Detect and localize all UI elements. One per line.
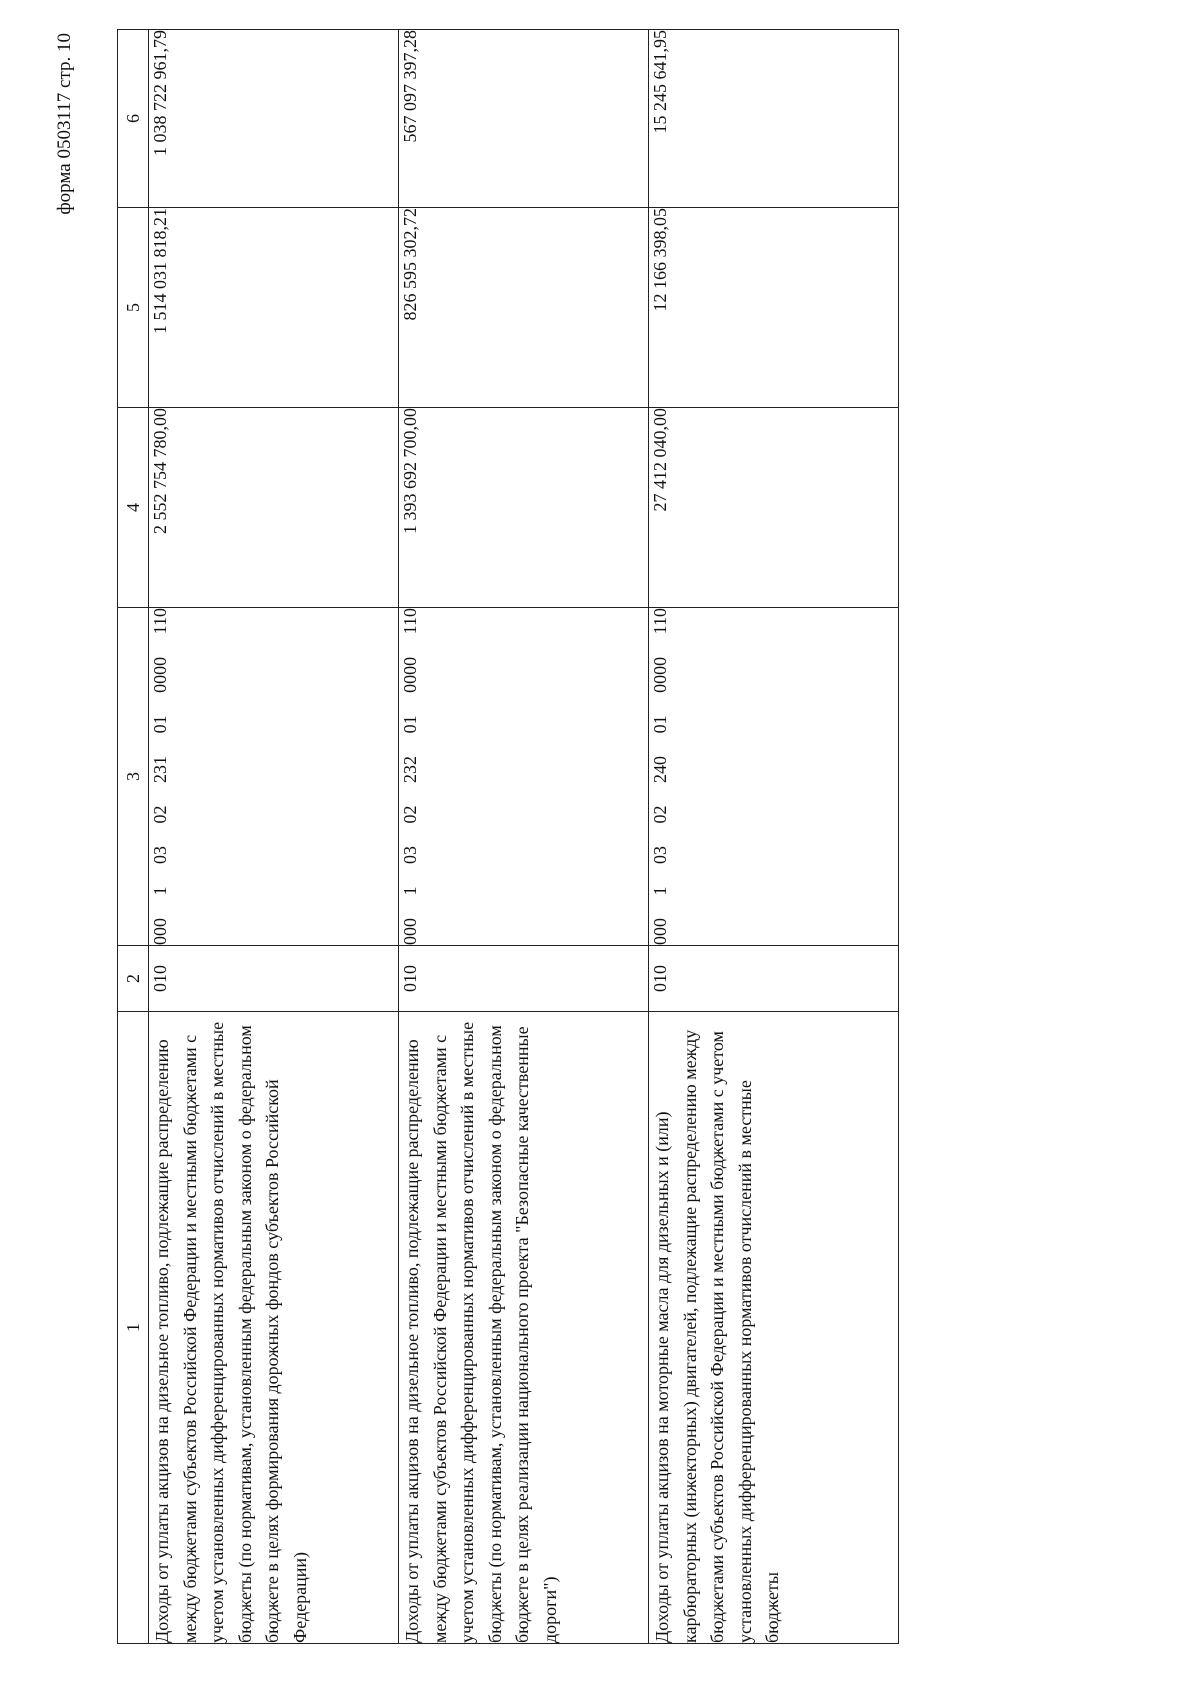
code-part: 02: [400, 805, 420, 824]
code-part: 02: [150, 805, 170, 824]
row-budget-code: [399, 608, 649, 946]
code-part: 231: [150, 755, 170, 783]
row-budget-code: [149, 608, 399, 946]
code-part: 000: [150, 918, 170, 945]
header-col-5: 5: [118, 208, 149, 408]
row-description: Доходы от уплаты акцизов на моторные масла для дизельных и (или) карбюраторных (инжекторных) двигателей, подлежащие распределению между бюджетами субъектов Российской Федерации и местными бюджетами с учетом установленных дифференцированных нормативов отчислений в местные бюджеты: [649, 1012, 899, 1644]
form-page-reference: форма 0503117 стр. 10: [54, 33, 75, 215]
code-part: 02: [650, 805, 670, 824]
row-approved-amount: 2 552 754 780,00: [149, 408, 399, 608]
code-part: 01: [400, 715, 420, 734]
code-part: 0000: [400, 656, 420, 693]
code-part: 110: [150, 608, 170, 635]
code-part: 110: [400, 608, 420, 635]
row-description: Доходы от уплаты акцизов на дизельное топливо, подлежащие распределению между бюджетами субъектов Российской Федерации и местными бюджетами с учетом установленных дифференцированных нормативов отчислений в местные бюджеты (по нормативам, установленным федеральным законом о федеральном бюджете в целях реализации национального проекта "Безопасные качественные дороги"): [399, 1012, 649, 1644]
table-row: [649, 30, 899, 1644]
code-part: 240: [650, 755, 670, 783]
header-row: [118, 30, 149, 1644]
code-part: 000: [650, 918, 670, 945]
code-part: 110: [650, 608, 670, 635]
row-approved-amount: 27 412 040,00: [649, 408, 899, 608]
table-row: [399, 30, 649, 1644]
row-executed-amount: 12 166 398,05: [649, 208, 899, 408]
row-executed-amount: 1 514 031 818,21: [149, 208, 399, 408]
row-unexecuted-amount: 567 097 397,28: [399, 30, 649, 208]
header-col-3: 3: [118, 608, 149, 946]
row-approved-amount: 1 393 692 700,00: [399, 408, 649, 608]
code-part: 1: [150, 886, 170, 896]
header-col-6: 6: [118, 30, 149, 208]
code-part: 1: [650, 886, 670, 896]
code-part: 000: [400, 918, 420, 945]
code-part: 1: [400, 886, 420, 896]
row-line-code: 010: [149, 946, 399, 1012]
code-part: 0000: [650, 656, 670, 693]
row-description: Доходы от уплаты акцизов на дизельное топливо, подлежащие распределению между бюджетами субъектов Российской Федерации и местными бюджетами с учетом установленных дифференцированных нормативов отчислений в местные бюджеты (по нормативам, установленным федеральным законом о федеральном бюджете в целях формирования дорожных фондов субъектов Российской Федерации): [149, 1012, 399, 1644]
header-col-4: 4: [118, 408, 149, 608]
code-part: 03: [150, 845, 170, 864]
revenue-table: [117, 29, 899, 1644]
table-row: [149, 30, 399, 1644]
header-col-1: 1: [118, 1012, 149, 1644]
row-unexecuted-amount: 15 245 641,95: [649, 30, 899, 208]
header-col-2: 2: [118, 946, 149, 1012]
code-part: 03: [400, 845, 420, 864]
row-line-code: 010: [649, 946, 899, 1012]
code-part: 232: [400, 755, 420, 783]
code-part: 01: [150, 715, 170, 734]
row-unexecuted-amount: 1 038 722 961,79: [149, 30, 399, 208]
row-executed-amount: 826 595 302,72: [399, 208, 649, 408]
code-part: 01: [650, 715, 670, 734]
code-part: 0000: [150, 656, 170, 693]
code-part: 03: [650, 845, 670, 864]
row-line-code: 010: [399, 946, 649, 1012]
row-budget-code: [649, 608, 899, 946]
